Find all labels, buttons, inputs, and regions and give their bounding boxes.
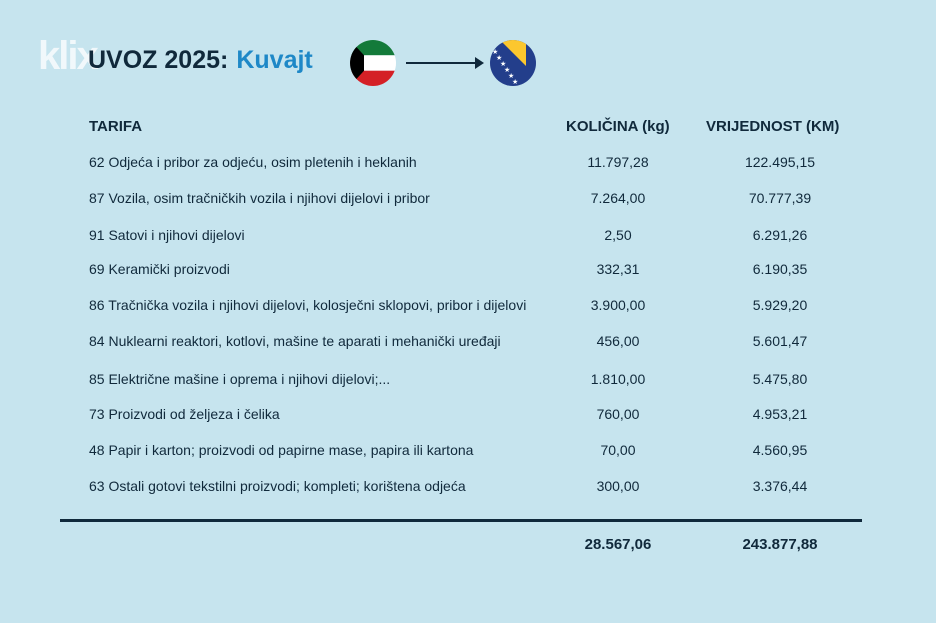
cell-tarifa: 87 Vozila, osim tračničkih vozila i njihovi dijelovi i pribor (89, 190, 430, 206)
cell-vrijednost: 70.777,39 (748, 190, 812, 206)
kuwait-flag-icon (350, 40, 396, 86)
table-row (0, 227, 936, 247)
cell-tarifa: 85 Električne mašine i oprema i njihovi dijelovi;... (89, 371, 391, 387)
table-row (0, 297, 936, 317)
table-row (0, 261, 936, 281)
cell-vrijednost: 5.601,47 (752, 333, 808, 349)
header-kolicina: KOLIČINA (kg) (566, 118, 670, 135)
svg-text:★: ★ (500, 61, 507, 68)
title-country: Kuvajt (236, 46, 313, 74)
total-kolicina: 28.567,06 (584, 536, 652, 553)
cell-vrijednost: 122.495,15 (744, 154, 816, 170)
cell-kolicina: 70,00 (600, 442, 636, 458)
title-prefix: UVOZ 2025: (88, 46, 229, 74)
svg-text:★: ★ (504, 67, 511, 74)
cell-kolicina: 1.810,00 (590, 371, 646, 387)
klix-logo: klix (38, 34, 97, 78)
svg-text:★: ★ (496, 55, 503, 62)
cell-kolicina: 11.797,28 (587, 154, 649, 170)
table-row (0, 190, 936, 210)
table-row (0, 442, 936, 462)
cell-kolicina: 2,50 (604, 227, 632, 243)
cell-vrijednost: 5.475,80 (752, 371, 808, 387)
page-title (88, 46, 313, 75)
table-row (0, 406, 936, 426)
arrow-icon (406, 62, 482, 64)
table-row (0, 371, 936, 391)
header-tarifa: TARIFA (89, 118, 143, 135)
cell-tarifa: 86 Tračnička vozila i njihovi dijelovi, kolosječni sklopovi, pribor i dijelovi (89, 297, 527, 313)
cell-tarifa: 73 Proizvodi od željeza i čelika (89, 406, 280, 422)
svg-text:★: ★ (512, 79, 519, 86)
cell-kolicina: 456,00 (596, 333, 640, 349)
cell-tarifa: 48 Papir i karton; proizvodi od papirne mase, papira ili kartona (89, 442, 474, 458)
svg-text:★: ★ (508, 73, 515, 80)
cell-tarifa: 84 Nuklearni reaktori, kotlovi, mašine te aparati i mehanički uređaji (89, 333, 501, 349)
table-row (0, 154, 936, 174)
header-vrijednost: VRIJEDNOST (KM) (706, 118, 840, 135)
cell-vrijednost: 3.376,44 (752, 478, 808, 494)
cell-vrijednost: 6.291,26 (752, 227, 808, 243)
cell-kolicina: 332,31 (596, 261, 640, 277)
bosnia-flag-icon (490, 40, 536, 86)
cell-vrijednost: 4.953,21 (752, 406, 808, 422)
cell-vrijednost: 4.560,95 (752, 442, 808, 458)
cell-tarifa: 91 Satovi i njihovi dijelovi (89, 227, 245, 243)
cell-kolicina: 760,00 (596, 406, 640, 422)
table-row (0, 333, 936, 353)
divider (60, 519, 862, 522)
cell-kolicina: 7.264,00 (590, 190, 646, 206)
svg-text:★: ★ (492, 49, 499, 56)
cell-tarifa: 62 Odjeća i pribor za odjeću, osim pletenih i heklanih (89, 154, 417, 170)
cell-vrijednost: 6.190,35 (752, 261, 808, 277)
cell-kolicina: 300,00 (596, 478, 640, 494)
table-row (0, 478, 936, 498)
cell-kolicina: 3.900,00 (590, 297, 646, 313)
cell-tarifa: 69 Keramički proizvodi (89, 261, 230, 277)
cell-tarifa: 63 Ostali gotovi tekstilni proizvodi; kompleti; korištena odjeća (89, 478, 466, 494)
cell-vrijednost: 5.929,20 (752, 297, 808, 313)
total-vrijednost: 243.877,88 (742, 536, 818, 553)
